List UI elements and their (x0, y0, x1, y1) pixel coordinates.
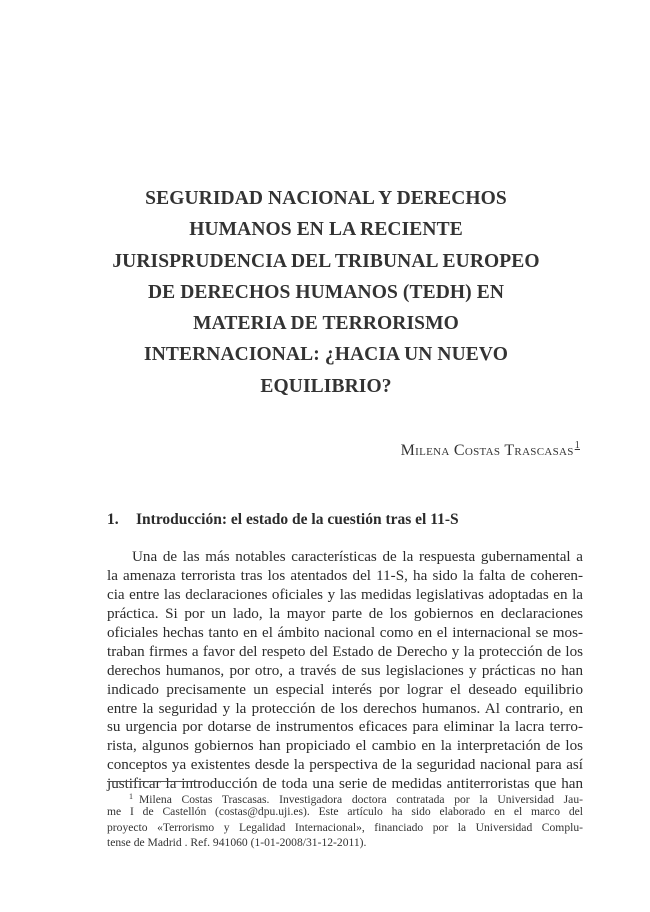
paragraph-line: práctica. Si por un lado, la mayor parte de los gobiernos en declaraciones (107, 605, 583, 622)
paragraph-line: entre la seguridad y la protección de los derechos humanos. Al contrario, en (107, 700, 583, 717)
footnote-line: me I de Castellón (costas@dpu.uji.es). Este artículo ha sido elaborado en el marco del (107, 805, 583, 819)
paragraph-line: cia entre las declaraciones oficiales y las medidas legislativas adoptadas en la (107, 586, 583, 603)
footnote-text: Milena Costas Trascasas. Investigadora doctora contratada por la Universidad Jau- (139, 793, 583, 806)
footnote-line: proyecto «Terrorismo y Legalidad Internacional», financiado por la Universidad Complu- (107, 820, 583, 834)
paragraph-line: Una de las más notables características de la respuesta gubernamental a (132, 549, 583, 565)
title-line: JURISPRUDENCIA DEL TRIBUNAL EUROPEO (112, 250, 540, 272)
title-line: SEGURIDAD NACIONAL Y DERECHOS (145, 188, 507, 209)
paragraph-line: indicado precisamente un especial interés por lograr el deseado equilibrio (107, 681, 583, 698)
paragraph-line: justificar la introducción de toda una serie de medidas antiterroristas que han (107, 776, 583, 793)
section-number: 1. (107, 511, 119, 528)
section-heading (107, 511, 459, 529)
paragraph-line: conceptos ya existentes desde la perspectiva de la seguridad nacional para así (107, 757, 583, 774)
footnote-line (107, 789, 583, 804)
section-title: Introducción: el estado de la cuestión tras el 11-S (136, 511, 459, 528)
body-paragraph (107, 548, 583, 794)
paragraph-line: su urgencia por dotarse de instrumentos eficaces para eliminar la lacra terro- (107, 719, 583, 736)
footnote-mark: 1 (129, 792, 133, 801)
title-line: INTERNACIONAL: ¿HACIA UN NUEVO (144, 344, 508, 366)
title-line: HUMANOS EN LA RECIENTE (189, 219, 463, 241)
title-line: MATERIA DE TERRORISMO (193, 313, 459, 335)
title-line: DE DERECHOS HUMANOS (TEDH) EN (147, 281, 505, 303)
footnote (107, 789, 583, 850)
author-byline (401, 440, 580, 460)
footnote-line: tense de Madrid . Ref. 941060 (1-01-2008/31-12-2011). (107, 835, 367, 849)
paragraph-line: la amenaza terrorista tras los atentados del 11-S, ha sido la falta de coheren- (107, 567, 583, 584)
paragraph-line: derechos humanos, por otro, a través de sus legislaciones y prácticas no han (107, 662, 583, 679)
paragraph-line: traban firmes a favor del respeto del Estado de Derecho y la protección de los (107, 643, 583, 660)
article-title (90, 183, 562, 402)
paragraph-line: rista, algunos gobiernos han propiciado el cambio en la interpretación de los (107, 738, 583, 755)
footnote-reference[interactable]: 1 (574, 440, 580, 451)
footnote-separator (107, 781, 200, 782)
author-name: Milena Costas Trascasas (400, 442, 574, 459)
paragraph-line: oficiales hechas tanto en el ámbito nacional como en el internacional se mos- (107, 624, 583, 641)
title-line: EQUILIBRIO? (260, 375, 392, 397)
